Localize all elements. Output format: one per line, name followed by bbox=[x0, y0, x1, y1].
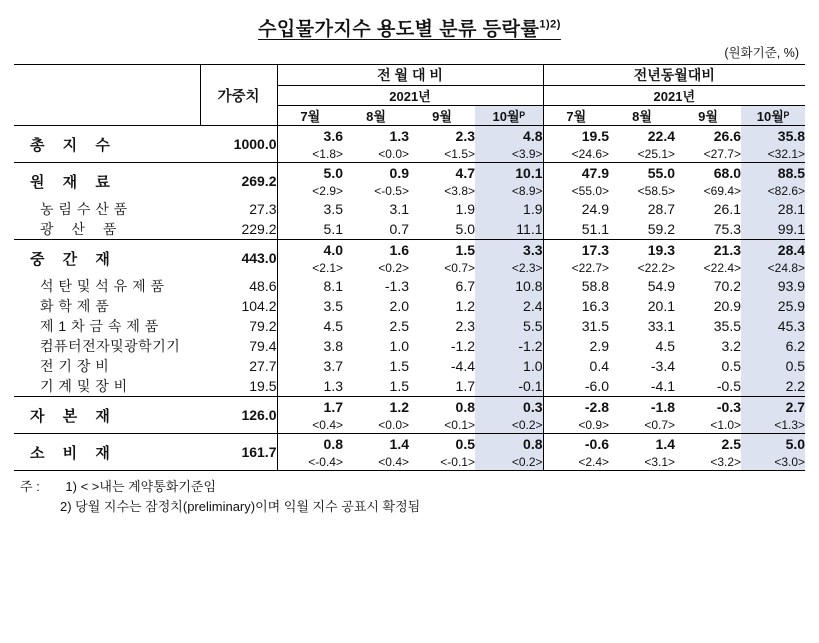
row-weight-machinery-equipment: 19.5 bbox=[200, 376, 277, 397]
table-row bbox=[14, 240, 805, 260]
row-weight-primary-metal: 79.2 bbox=[200, 316, 277, 336]
cell-yoy-sub-4: <3.0> bbox=[741, 453, 805, 471]
header-month-mom-3: 9월 bbox=[409, 106, 475, 126]
cell-yoy-1: 19.5 bbox=[581, 127, 610, 144]
cell-mom-1: 8.1 bbox=[323, 278, 343, 294]
cell-yoy-4: 45.3 bbox=[741, 316, 805, 336]
table-row bbox=[14, 126, 805, 146]
header-yoy: 전년동월대비 bbox=[543, 65, 805, 86]
row-weight-intermediate-goods: 443.0 bbox=[200, 240, 277, 277]
cell-mom-1: 3.5 bbox=[323, 298, 343, 314]
cell-mom-sub-4: <0.2> bbox=[475, 416, 543, 434]
page-title-text: 수입물가지수 용도별 분류 등락률 bbox=[258, 19, 540, 40]
cell-yoy-sub-2: <3.1> bbox=[644, 454, 676, 469]
table-row bbox=[14, 336, 805, 356]
cell-yoy-sub-3: <3.2> bbox=[710, 454, 742, 469]
row-label-machinery-equipment: 기 계 및 장 비 bbox=[40, 378, 128, 394]
cell-mom-sub-2: <0.0> bbox=[378, 146, 409, 161]
cell-yoy-sub-1: <0.9> bbox=[578, 417, 610, 432]
cell-yoy-4: 99.1 bbox=[741, 219, 805, 240]
cell-yoy-4: 0.5 bbox=[741, 356, 805, 376]
table-row bbox=[14, 199, 805, 219]
cell-mom-4: 0.3 bbox=[475, 397, 543, 417]
cell-mom-1: 1.7 bbox=[277, 397, 343, 417]
footnote-label: 주 : bbox=[20, 479, 40, 494]
cell-yoy-2: 55.0 bbox=[609, 163, 675, 183]
header-month-yoy-3: 9월 bbox=[675, 106, 741, 126]
row-label-raw-materials: 원 재 료 bbox=[14, 163, 200, 200]
cell-mom-1: 3.6 bbox=[323, 127, 343, 144]
page-title-footnote-marker: 1)2) bbox=[539, 18, 561, 31]
corner-cell bbox=[14, 65, 200, 126]
cell-yoy-4: 28.1 bbox=[741, 199, 805, 219]
cell-mom-4: 11.1 bbox=[475, 219, 543, 240]
cell-mom-1: 4.0 bbox=[277, 240, 343, 260]
cell-yoy-2: 28.7 bbox=[647, 201, 676, 217]
row-weight-total-index: 1000.0 bbox=[200, 126, 277, 163]
row-label-capital-goods: 자 본 재 bbox=[14, 397, 200, 434]
header-year-yoy: 2021년 bbox=[543, 86, 805, 106]
cell-mom-1: 3.5 bbox=[323, 201, 343, 217]
cell-yoy-1: 58.8 bbox=[581, 278, 610, 294]
cell-yoy-sub-1: <55.0> bbox=[571, 183, 610, 198]
cell-yoy-sub-3: <69.4> bbox=[703, 183, 742, 198]
cell-yoy-3: 20.9 bbox=[713, 298, 742, 314]
unit-note: (원화기준, %) bbox=[724, 46, 799, 60]
cell-yoy-2: 20.1 bbox=[647, 298, 676, 314]
cell-mom-sub-1: <1.8> bbox=[312, 146, 343, 161]
cell-yoy-2: 19.3 bbox=[609, 240, 675, 260]
cell-yoy-4: 35.8 bbox=[741, 126, 805, 146]
row-weight-consumer-goods: 161.7 bbox=[200, 434, 277, 471]
cell-mom-2: 1.5 bbox=[389, 358, 409, 374]
header-month-yoy-4: 10월ᴾ bbox=[741, 106, 805, 126]
cell-yoy-1: 51.1 bbox=[581, 221, 610, 237]
header-month-mom-1: 7월 bbox=[277, 106, 343, 126]
footnote-line-1 bbox=[20, 477, 805, 497]
header-mom: 전 월 대 비 bbox=[277, 65, 543, 86]
cell-mom-sub-2: <0.2> bbox=[378, 260, 409, 275]
cell-yoy-sub-1: <24.6> bbox=[571, 146, 610, 161]
cell-yoy-3: 35.5 bbox=[713, 318, 742, 334]
header-weight: 가중치 bbox=[200, 65, 277, 126]
cell-mom-4: 5.5 bbox=[475, 316, 543, 336]
cell-mom-sub-3: <1.5> bbox=[444, 146, 475, 161]
cell-yoy-sub-2: <0.7> bbox=[644, 417, 676, 432]
table-row bbox=[14, 356, 805, 376]
cell-yoy-3: 26.6 bbox=[713, 127, 742, 144]
cell-mom-3: 1.9 bbox=[455, 201, 475, 217]
cell-yoy-2: 1.4 bbox=[609, 434, 675, 454]
cell-yoy-1: 2.9 bbox=[589, 338, 610, 354]
cell-mom-1: 1.3 bbox=[323, 378, 343, 394]
cell-mom-sub-4: <0.2> bbox=[475, 453, 543, 471]
cell-mom-2: 3.1 bbox=[389, 201, 409, 217]
cell-yoy-4: 88.5 bbox=[741, 163, 805, 183]
cell-yoy-2: -4.1 bbox=[650, 378, 676, 394]
row-weight-electrical-equipment: 27.7 bbox=[200, 356, 277, 376]
row-weight-capital-goods: 126.0 bbox=[200, 397, 277, 434]
cell-mom-4: 10.1 bbox=[475, 163, 543, 183]
table-row bbox=[14, 376, 805, 397]
cell-mom-1: 3.7 bbox=[323, 358, 343, 374]
cell-yoy-sub-2: <58.5> bbox=[637, 183, 676, 198]
cell-mom-2: 2.0 bbox=[389, 298, 409, 314]
page-title bbox=[14, 0, 805, 43]
row-weight-coal-petroleum: 48.6 bbox=[200, 276, 277, 296]
cell-mom-1: 5.1 bbox=[323, 221, 343, 237]
header-row-group bbox=[14, 65, 805, 86]
cell-yoy-1: -0.6 bbox=[543, 434, 609, 454]
cell-mom-2: -1.3 bbox=[384, 278, 409, 294]
table-row bbox=[14, 276, 805, 296]
cell-yoy-2: 4.5 bbox=[655, 338, 676, 354]
cell-yoy-sub-2: <25.1> bbox=[637, 146, 676, 161]
cell-mom-2: 1.0 bbox=[389, 338, 409, 354]
cell-mom-sub-3: <0.1> bbox=[444, 417, 475, 432]
cell-mom-sub-2: <-0.5> bbox=[374, 183, 409, 198]
cell-mom-3: 2.3 bbox=[455, 318, 475, 334]
cell-yoy-3: 75.3 bbox=[713, 221, 742, 237]
cell-mom-4: 0.8 bbox=[475, 434, 543, 454]
cell-yoy-2: 33.1 bbox=[647, 318, 676, 334]
cell-yoy-sub-2: <22.2> bbox=[637, 260, 676, 275]
cell-yoy-4: 2.2 bbox=[741, 376, 805, 397]
cell-mom-2: 0.9 bbox=[343, 163, 409, 183]
cell-yoy-3: -0.3 bbox=[675, 397, 741, 417]
cell-mom-sub-2: <0.4> bbox=[378, 454, 409, 469]
header-year-mom: 2021년 bbox=[277, 86, 543, 106]
cell-mom-sub-3: <-0.1> bbox=[440, 454, 475, 469]
cell-mom-4: 4.8 bbox=[475, 126, 543, 146]
cell-yoy-4: 25.9 bbox=[741, 296, 805, 316]
cell-mom-4: -1.2 bbox=[475, 336, 543, 356]
cell-mom-sub-1: <-0.4> bbox=[308, 454, 343, 469]
header-month-yoy-2: 8월 bbox=[609, 106, 675, 126]
cell-mom-2: 1.6 bbox=[343, 240, 409, 260]
row-label-agri-forest-fishery: 농 림 수 산 품 bbox=[40, 201, 128, 217]
import-price-index-table bbox=[14, 64, 805, 471]
cell-mom-2: 1.2 bbox=[343, 397, 409, 417]
cell-mom-3: 2.3 bbox=[455, 127, 475, 144]
cell-mom-sub-2: <0.0> bbox=[378, 417, 409, 432]
row-weight-chemical: 104.2 bbox=[200, 296, 277, 316]
cell-yoy-3: 3.2 bbox=[721, 338, 742, 354]
cell-mom-3: 4.7 bbox=[409, 163, 475, 183]
cell-yoy-3: 68.0 bbox=[675, 163, 741, 183]
cell-yoy-3: 26.1 bbox=[713, 201, 742, 217]
header-month-yoy-1: 7월 bbox=[543, 106, 609, 126]
cell-yoy-2: -3.4 bbox=[650, 358, 676, 374]
header-month-mom-4: 10월ᴾ bbox=[475, 106, 543, 126]
cell-yoy-2: 22.4 bbox=[647, 127, 676, 144]
cell-yoy-3: 21.3 bbox=[675, 240, 741, 260]
cell-mom-2: 1.5 bbox=[389, 378, 409, 394]
cell-mom-sub-3: <0.7> bbox=[444, 260, 475, 275]
footnote-line-2 bbox=[20, 497, 805, 517]
cell-mom-sub-1: <2.1> bbox=[312, 260, 343, 275]
cell-mom-1: 4.5 bbox=[323, 318, 343, 334]
cell-mom-3: 1.5 bbox=[409, 240, 475, 260]
cell-mom-3: -4.4 bbox=[450, 358, 475, 374]
cell-yoy-3: 0.5 bbox=[721, 358, 742, 374]
cell-yoy-sub-4: <24.8> bbox=[741, 259, 805, 276]
row-weight-agri-forest-fishery: 27.3 bbox=[200, 199, 277, 219]
cell-mom-2: 1.3 bbox=[389, 127, 409, 144]
cell-yoy-sub-3: <1.0> bbox=[710, 417, 742, 432]
cell-mom-3: 0.5 bbox=[409, 434, 475, 454]
cell-mom-1: 3.8 bbox=[323, 338, 343, 354]
cell-mom-sub-4: <3.9> bbox=[475, 145, 543, 163]
cell-mom-3: 0.8 bbox=[409, 397, 475, 417]
cell-yoy-sub-4: <32.1> bbox=[741, 145, 805, 163]
cell-yoy-1: 24.9 bbox=[581, 201, 610, 217]
cell-mom-2: 1.4 bbox=[343, 434, 409, 454]
cell-mom-3: 5.0 bbox=[455, 221, 475, 237]
table-row bbox=[14, 316, 805, 336]
row-label-mining: 광 산 품 bbox=[40, 221, 124, 237]
cell-yoy-4: 2.7 bbox=[741, 397, 805, 417]
cell-mom-sub-1: <0.4> bbox=[312, 417, 343, 432]
cell-mom-4: 1.9 bbox=[475, 199, 543, 219]
cell-mom-4: 1.0 bbox=[475, 356, 543, 376]
cell-mom-2: 0.7 bbox=[389, 221, 409, 237]
cell-yoy-4: 5.0 bbox=[741, 434, 805, 454]
footnote-item-2: 2) 당월 지수는 잠정치(preliminary)이며 익월 지수 공표시 확정됨 bbox=[60, 499, 421, 515]
row-label-total-index: 총 지 수 bbox=[30, 136, 117, 154]
cell-mom-1: 0.8 bbox=[277, 434, 343, 454]
cell-mom-1: 5.0 bbox=[277, 163, 343, 183]
cell-yoy-sub-4: <82.6> bbox=[741, 182, 805, 199]
cell-yoy-2: 54.9 bbox=[647, 278, 676, 294]
cell-yoy-1: 31.5 bbox=[581, 318, 610, 334]
cell-yoy-1: 17.3 bbox=[543, 240, 609, 260]
cell-yoy-4: 6.2 bbox=[741, 336, 805, 356]
cell-yoy-1: 0.4 bbox=[589, 358, 610, 374]
table-row bbox=[14, 296, 805, 316]
cell-mom-sub-4: <8.9> bbox=[475, 182, 543, 199]
table-row bbox=[14, 434, 805, 454]
cell-mom-4: 3.3 bbox=[475, 240, 543, 260]
row-label-chemical: 화 학 제 품 bbox=[40, 298, 110, 314]
cell-yoy-sub-1: <22.7> bbox=[571, 260, 610, 275]
cell-yoy-3: 70.2 bbox=[713, 278, 742, 294]
cell-yoy-3: -0.5 bbox=[716, 378, 742, 394]
cell-mom-sub-1: <2.9> bbox=[312, 183, 343, 198]
row-label-consumer-goods: 소 비 재 bbox=[14, 434, 200, 471]
row-label-computer-electronics-optical: 컴퓨터전자및광학기기 bbox=[40, 338, 181, 354]
row-weight-computer-electronics-optical: 79.4 bbox=[200, 336, 277, 356]
cell-yoy-4: 93.9 bbox=[741, 276, 805, 296]
cell-mom-3: -1.2 bbox=[450, 338, 475, 354]
footnote-item-1: 1) < >내는 계약통화기준임 bbox=[65, 479, 217, 494]
cell-yoy-sub-3: <27.7> bbox=[703, 146, 742, 161]
cell-mom-4: 10.8 bbox=[475, 276, 543, 296]
table-row bbox=[14, 163, 805, 183]
cell-yoy-1: 16.3 bbox=[581, 298, 610, 314]
cell-yoy-3: 2.5 bbox=[675, 434, 741, 454]
cell-mom-4: 2.4 bbox=[475, 296, 543, 316]
header-month-mom-2: 8월 bbox=[343, 106, 409, 126]
cell-yoy-sub-4: <1.3> bbox=[741, 416, 805, 434]
cell-yoy-4: 28.4 bbox=[741, 240, 805, 260]
cell-mom-3: 1.2 bbox=[455, 298, 475, 314]
cell-yoy-sub-1: <2.4> bbox=[578, 454, 610, 469]
cell-mom-sub-3: <3.8> bbox=[444, 183, 475, 198]
cell-yoy-1: 47.9 bbox=[543, 163, 609, 183]
cell-mom-sub-4: <2.3> bbox=[475, 259, 543, 276]
row-label-electrical-equipment: 전 기 장 비 bbox=[40, 358, 110, 374]
row-label-primary-metal: 제 1 차 금 속 제 품 bbox=[40, 318, 159, 334]
table-row bbox=[14, 397, 805, 417]
cell-yoy-2: 59.2 bbox=[647, 221, 676, 237]
cell-yoy-2: -1.8 bbox=[609, 397, 675, 417]
row-label-intermediate-goods: 중 간 재 bbox=[14, 240, 200, 277]
cell-mom-4: -0.1 bbox=[475, 376, 543, 397]
row-label-coal-petroleum: 석 탄 및 석 유 제 품 bbox=[40, 278, 165, 294]
row-weight-mining: 229.2 bbox=[200, 219, 277, 240]
cell-yoy-1: -6.0 bbox=[584, 378, 610, 394]
row-weight-raw-materials: 269.2 bbox=[200, 163, 277, 200]
table-row bbox=[14, 219, 805, 240]
cell-mom-3: 1.7 bbox=[455, 378, 475, 394]
cell-yoy-1: -2.8 bbox=[543, 397, 609, 417]
footnotes bbox=[14, 471, 805, 517]
cell-mom-2: 2.5 bbox=[389, 318, 409, 334]
cell-mom-3: 6.7 bbox=[455, 278, 475, 294]
cell-yoy-sub-3: <22.4> bbox=[703, 260, 742, 275]
